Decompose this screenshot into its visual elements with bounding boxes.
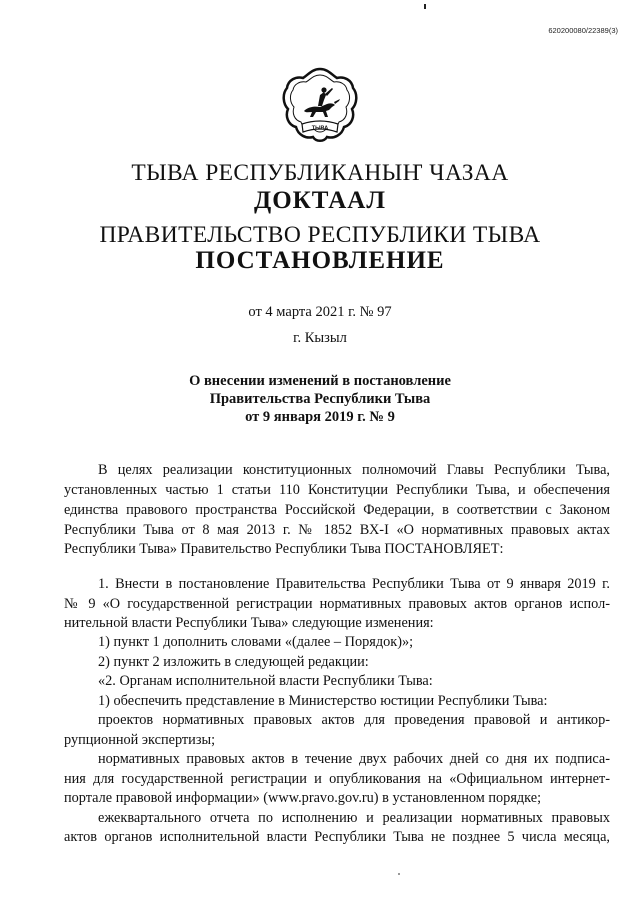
header-tuvan-government: ТЫВА РЕСПУБЛИКАНЫҤ ЧАЗАА xyxy=(131,160,509,186)
body-line: 2) пункт 2 изложить в следующей редакции: xyxy=(98,654,369,670)
header-tuvan-decree: ДОКТААЛ xyxy=(254,187,386,214)
document-id: 620200080/22389(3) xyxy=(548,26,618,35)
body-line: рупционной экспертизы; xyxy=(64,732,216,748)
scan-mark xyxy=(424,4,426,9)
body-line: 1) обеспечить представление в Министерство юстиции Республики Тыва: xyxy=(98,693,548,709)
body-line: № 9 «О государственной регистрации нормативных правовых актов органов испол- xyxy=(64,596,610,612)
header-decree-title: ПОСТАНОВЛЕНИЕ xyxy=(195,247,445,274)
header-government-title: ПРАВИТЕЛЬСТВО РЕСПУБЛИКИ ТЫВА xyxy=(99,222,541,248)
subject-line: О внесении изменений в постановление xyxy=(189,373,451,389)
body-line: ежеквартального отчета по исполнению и реализации нормативных правовых xyxy=(98,810,610,826)
scan-speck xyxy=(398,873,400,875)
coat-of-arms-emblem xyxy=(282,66,358,146)
body-line: нормативных правовых актов в течение двух рабочих дней со дня их подписа- xyxy=(98,751,610,767)
subject-line: от 9 января 2019 г. № 9 xyxy=(245,409,395,425)
body-line: Республики Тыва от 8 мая 2013 г. № 1852 ВХ-I «О нормативных правовых актах xyxy=(64,522,610,538)
emblem-label: ТЫВА xyxy=(311,125,329,132)
body-line: 1) пункт 1 дополнить словами «(далее – Порядок)»; xyxy=(98,634,414,650)
body-line: установленных частью 1 статьи 110 Конституции Республики Тыва, и обеспечения xyxy=(64,482,610,498)
body-line: В целях реализации конституционных полномочий Главы Республики Тыва, xyxy=(98,462,610,478)
body-line: «2. Органам исполнительной власти Республики Тыва: xyxy=(98,673,433,689)
body-line: проектов нормативных правовых актов для проведения правовой и антикор- xyxy=(98,712,610,728)
body-line: единства правового пространства Российской Федерации, в соответствии с Законом xyxy=(64,502,610,518)
body-line: портале правовой информации» (www.pravo.gov.ru) в установленном порядке; xyxy=(64,790,542,806)
body-line: ния для государственной регистрации и опубликования на «Официальном интернет- xyxy=(64,771,610,787)
body-line: актов органов исполнительной власти Республики Тыва не позднее 5 числа месяца, xyxy=(64,829,610,845)
body-line: Республики Тыва» Правительство Республики Тыва ПОСТАНОВЛЯЕТ: xyxy=(64,541,504,557)
body-line: нительной власти Республики Тыва» следующие изменения: xyxy=(64,615,434,631)
body-line: 1. Внести в постановление Правительства Республики Тыва от 9 января 2019 г. xyxy=(98,576,610,592)
document-date: от 4 марта 2021 г. № 97 xyxy=(248,304,392,320)
subject-line: Правительства Республики Тыва xyxy=(209,391,431,407)
document-city: г. Кызыл xyxy=(293,330,347,346)
